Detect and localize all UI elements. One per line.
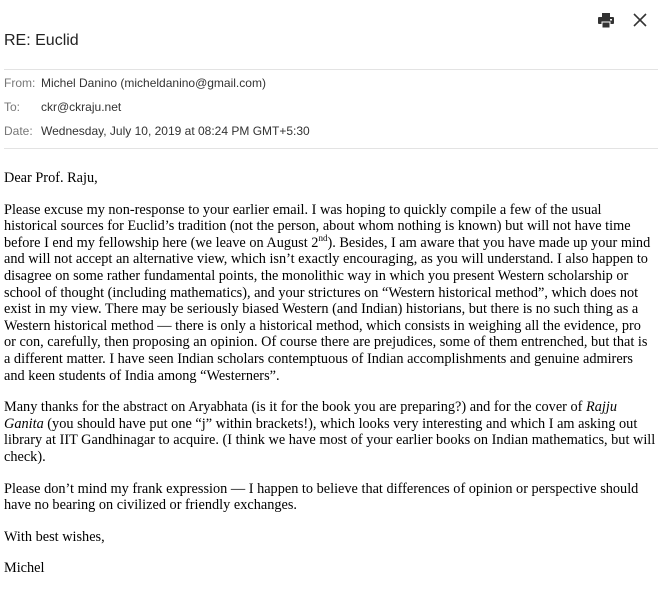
ordinal-suffix: nd <box>318 233 328 244</box>
from-label: From: <box>4 76 36 90</box>
message-header <box>4 69 658 138</box>
toolbar <box>596 10 650 30</box>
print-icon <box>598 13 614 28</box>
signature: Michel <box>4 560 45 577</box>
from-value[interactable]: Michel Danino (micheldanino@gmail.com) <box>41 76 266 90</box>
from-row <box>4 76 266 90</box>
paragraph-1-part-b: ). Besides, I am aware that you have made up your mind and will not accept an alternative view, which isn’t exactly encouraging, as you will understand. I also happen to disagree on some rather fundamental points, the monolithic way in which you present Western scholarship or school of thought (including mathematics), and your strictures on “Western historical method”, which does not exist in my view. There may be seriously biased Western (and Indian) historians, but there is no such thing as a Western historical method — there is only a historical method, which consists in weighing all the evidence, pro or con, carefully, then proposing an opinion. Of course there are prejudices, some of them entrenched, but that is a different matter. I have seen Indian scholars contemptuous of Indian accomplishments and genuine admirers and keen students of India among “Westerners”. <box>4 234 651 384</box>
paragraph-2-part-b: (you should have put one “j” within brackets!), which looks very interesting and which I am asking out library at IIT Gandhinagar to acquire. (I think we have most of your earlier books on Indian mathematics, but will check). <box>4 415 656 465</box>
message-subject: RE: Euclid <box>4 32 79 49</box>
book-title: Rajju Ganita <box>4 399 617 432</box>
greeting: Dear Prof. Raju, <box>4 170 98 186</box>
date-label: Date: <box>4 124 33 138</box>
message-body <box>4 170 656 592</box>
date-row <box>4 124 310 138</box>
to-label: To: <box>4 100 21 114</box>
paragraph-1-part-a: Please excuse my non-response to your earlier email. I was hoping to quickly compile a few of the usual historical sources for Euclid’s tradition (not the person, about whom nothing is known) but will not have time before I end my fellowship here (we leave on August 2 <box>4 201 631 251</box>
close-button[interactable] <box>630 10 650 30</box>
close-icon <box>633 13 647 27</box>
to-value[interactable]: ckr@ckraju.net <box>41 100 122 114</box>
paragraph-2 <box>4 399 656 465</box>
paragraph-2-part-a: Many thanks for the abstract on Aryabhata (is it for the book you are preparing?) and for the cover of <box>4 399 586 416</box>
print-button[interactable] <box>596 10 616 30</box>
header-divider <box>4 148 658 149</box>
paragraph-1 <box>4 202 656 385</box>
date-value: Wednesday, July 10, 2019 at 08:24 PM GMT+5:30 <box>41 124 310 138</box>
to-row <box>4 100 121 114</box>
paragraph-3: Please don’t mind my frank expression — I happen to believe that differences of opinion or perspective should have no bearing on civilized or friendly exchanges. <box>4 480 639 514</box>
closing: With best wishes, <box>4 528 105 545</box>
